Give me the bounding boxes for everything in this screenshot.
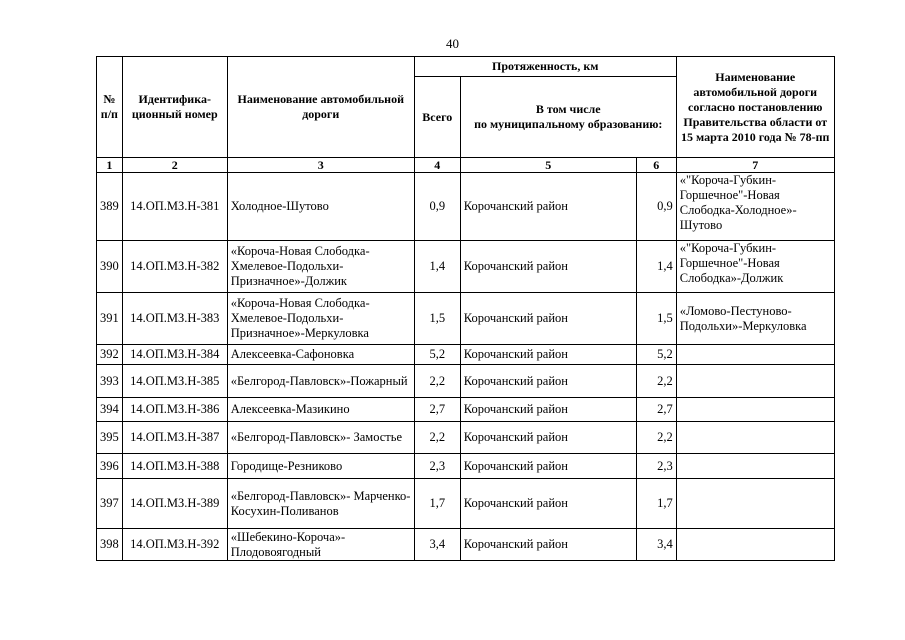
road-municipality-length: 2,7 bbox=[636, 398, 676, 422]
road-identifier: 14.ОП.МЗ.Н-392 bbox=[122, 529, 227, 561]
road-identifier: 14.ОП.МЗ.Н-389 bbox=[122, 479, 227, 529]
road-identifier: 14.ОП.МЗ.Н-383 bbox=[122, 293, 227, 345]
header-municipality bbox=[460, 77, 676, 158]
header-identifier: Идентифика-ционный номер bbox=[122, 57, 227, 158]
row-number: 398 bbox=[97, 529, 123, 561]
road-total-length: 0,9 bbox=[414, 173, 460, 241]
road-identifier: 14.ОП.МЗ.Н-388 bbox=[122, 454, 227, 479]
road-decree-name bbox=[676, 454, 834, 479]
row-number: 393 bbox=[97, 365, 123, 398]
road-decree-name bbox=[676, 345, 834, 365]
road-name: Алексеевка-Сафоновка bbox=[227, 345, 414, 365]
table-row bbox=[97, 365, 835, 398]
header-total: Всего bbox=[414, 77, 460, 158]
road-municipality: Корочанский район bbox=[460, 293, 636, 345]
road-municipality: Корочанский район bbox=[460, 422, 636, 454]
column-number: 2 bbox=[122, 158, 227, 173]
road-municipality: Корочанский район bbox=[460, 479, 636, 529]
road-name: «Короча-Новая Слободка-Хмелевое-Подольхи-Призначное»-Должик bbox=[227, 241, 414, 293]
column-number: 7 bbox=[676, 158, 834, 173]
table-row bbox=[97, 345, 835, 365]
column-number: 1 bbox=[97, 158, 123, 173]
road-municipality: Корочанский район bbox=[460, 345, 636, 365]
table-body bbox=[97, 173, 835, 561]
row-number: 391 bbox=[97, 293, 123, 345]
road-municipality-length: 2,2 bbox=[636, 422, 676, 454]
road-decree-name: «"Короча-Губкин-Горшечное"-Новая Слободка-Холодное»-Шутово bbox=[676, 173, 834, 241]
column-number: 6 bbox=[636, 158, 676, 173]
row-number: 394 bbox=[97, 398, 123, 422]
road-name: Холодное-Шутово bbox=[227, 173, 414, 241]
header-municipality-line1: В том числе bbox=[535, 102, 601, 116]
row-number: 389 bbox=[97, 173, 123, 241]
road-total-length: 3,4 bbox=[414, 529, 460, 561]
table-row bbox=[97, 479, 835, 529]
road-identifier: 14.ОП.МЗ.Н-386 bbox=[122, 398, 227, 422]
header-decree-name: Наименование автомобильной дороги согласно постановлению Правительства области от 15 марта 2010 года № 78-пп bbox=[676, 57, 834, 158]
row-number: 396 bbox=[97, 454, 123, 479]
table-row bbox=[97, 173, 835, 241]
road-municipality: Корочанский район bbox=[460, 529, 636, 561]
road-municipality-length: 0,9 bbox=[636, 173, 676, 241]
road-decree-name: «Ломово-Пестуново-Подольхи»-Меркуловка bbox=[676, 293, 834, 345]
road-municipality-length: 5,2 bbox=[636, 345, 676, 365]
road-municipality-length: 1,5 bbox=[636, 293, 676, 345]
road-municipality-length: 1,7 bbox=[636, 479, 676, 529]
road-municipality: Корочанский район bbox=[460, 365, 636, 398]
road-identifier: 14.ОП.МЗ.Н-382 bbox=[122, 241, 227, 293]
road-name: Городище-Резниково bbox=[227, 454, 414, 479]
row-number: 395 bbox=[97, 422, 123, 454]
road-municipality-length: 3,4 bbox=[636, 529, 676, 561]
table-row bbox=[97, 241, 835, 293]
road-municipality-length: 2,3 bbox=[636, 454, 676, 479]
header-length-group: Протяженность, км bbox=[414, 57, 676, 77]
header-municipality-line2: по муниципальному образованию: bbox=[474, 117, 663, 131]
road-name: «Белгород-Павловск»- Марченко-Косухин-Поливанов bbox=[227, 479, 414, 529]
road-municipality: Корочанский район bbox=[460, 241, 636, 293]
road-identifier: 14.ОП.МЗ.Н-384 bbox=[122, 345, 227, 365]
road-total-length: 5,2 bbox=[414, 345, 460, 365]
road-name: Алексеевка-Мазикино bbox=[227, 398, 414, 422]
road-name: «Шебекино-Короча»-Плодовоягодный bbox=[227, 529, 414, 561]
column-number: 4 bbox=[414, 158, 460, 173]
column-number: 3 bbox=[227, 158, 414, 173]
road-municipality: Корочанский район bbox=[460, 454, 636, 479]
road-decree-name bbox=[676, 422, 834, 454]
road-decree-name: «"Короча-Губкин-Горшечное"-Новая Слободка»-Должик bbox=[676, 241, 834, 293]
header-row-number: № п/п bbox=[97, 57, 123, 158]
row-number: 397 bbox=[97, 479, 123, 529]
road-total-length: 2,3 bbox=[414, 454, 460, 479]
road-total-length: 2,2 bbox=[414, 365, 460, 398]
road-total-length: 2,7 bbox=[414, 398, 460, 422]
road-total-length: 1,7 bbox=[414, 479, 460, 529]
road-decree-name bbox=[676, 479, 834, 529]
page-number: 40 bbox=[446, 36, 459, 51]
table-row bbox=[97, 422, 835, 454]
row-number: 392 bbox=[97, 345, 123, 365]
road-municipality: Корочанский район bbox=[460, 398, 636, 422]
road-identifier: 14.ОП.МЗ.Н-381 bbox=[122, 173, 227, 241]
road-name: «Белгород-Павловск»-Пожарный bbox=[227, 365, 414, 398]
road-identifier: 14.ОП.МЗ.Н-387 bbox=[122, 422, 227, 454]
road-decree-name bbox=[676, 529, 834, 561]
table-header bbox=[97, 57, 835, 173]
road-decree-name bbox=[676, 398, 834, 422]
road-name: «Белгород-Павловск»- Замостье bbox=[227, 422, 414, 454]
road-decree-name bbox=[676, 365, 834, 398]
road-total-length: 2,2 bbox=[414, 422, 460, 454]
header-road-name: Наименование автомобильной дороги bbox=[227, 57, 414, 158]
road-municipality-length: 2,2 bbox=[636, 365, 676, 398]
road-municipality-length: 1,4 bbox=[636, 241, 676, 293]
table-row bbox=[97, 454, 835, 479]
road-total-length: 1,5 bbox=[414, 293, 460, 345]
road-identifier: 14.ОП.МЗ.Н-385 bbox=[122, 365, 227, 398]
table-row bbox=[97, 529, 835, 561]
roads-table bbox=[96, 56, 835, 561]
road-municipality: Корочанский район bbox=[460, 173, 636, 241]
road-total-length: 1,4 bbox=[414, 241, 460, 293]
table-row bbox=[97, 293, 835, 345]
column-number: 5 bbox=[460, 158, 636, 173]
road-name: «Короча-Новая Слободка-Хмелевое-Подольхи-Призначное»-Меркуловка bbox=[227, 293, 414, 345]
column-numbers-row bbox=[97, 158, 835, 173]
row-number: 390 bbox=[97, 241, 123, 293]
table-row bbox=[97, 398, 835, 422]
